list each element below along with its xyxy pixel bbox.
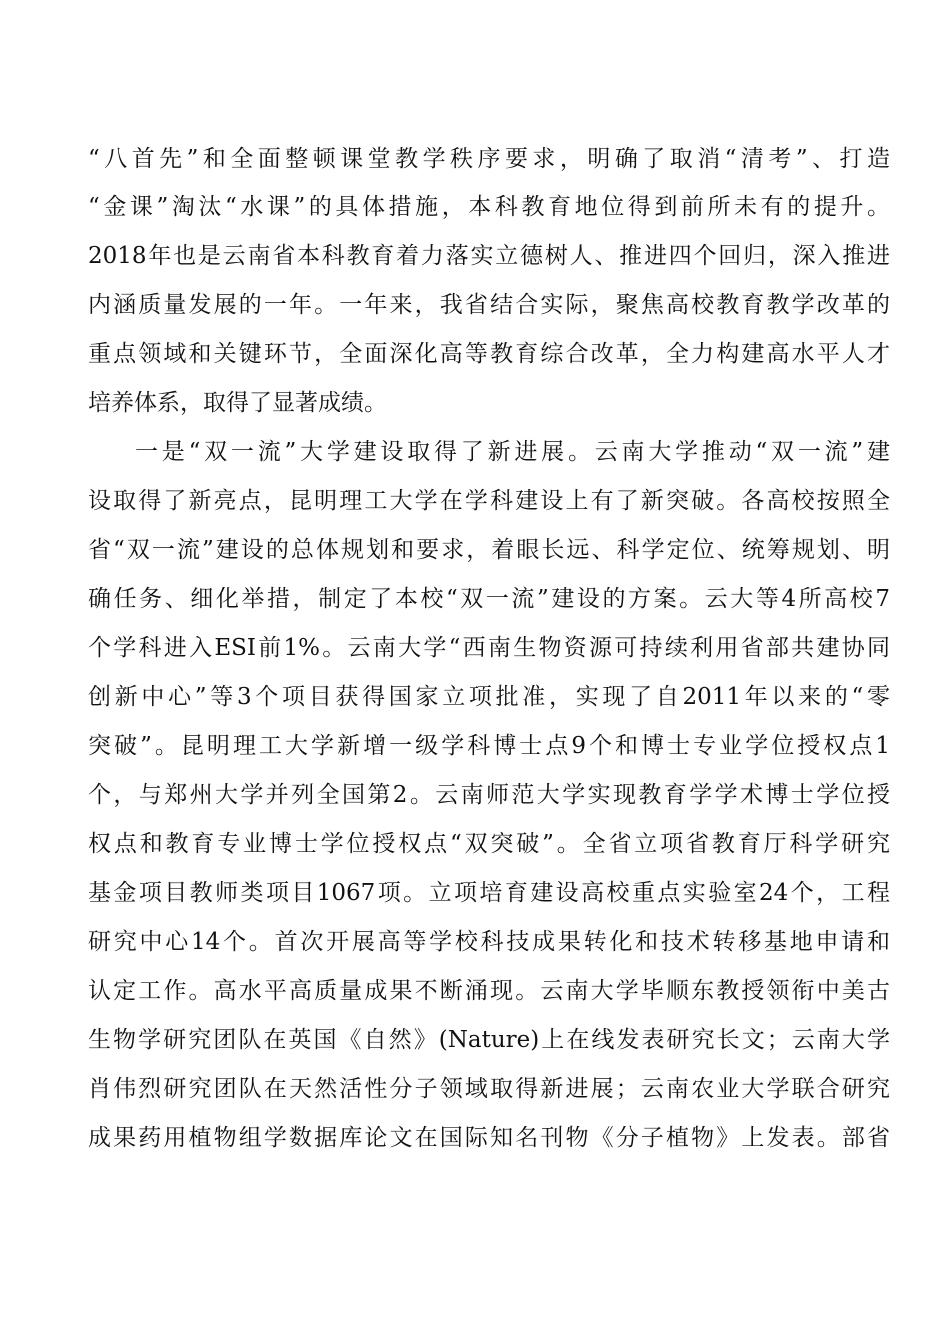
text-line: 省“双一流”建设的总体规划和要求，着眼长远、科学定位、统筹规划、明	[88, 537, 890, 563]
text-line: 2018年也是云南省本科教育着力落实立德树人、推进四个回归，深入推进	[88, 243, 890, 269]
text-line: 培养体系，取得了显著成绩。	[88, 390, 387, 416]
paragraph-first-line: 一是“双一流”大学建设取得了新进展。云南大学推动“双一流”建	[135, 439, 890, 465]
text-line: “金课”淘汰“水课”的具体措施，本科教育地位得到前所未有的提升。	[88, 194, 890, 220]
text-line: 研究中心14个。首次开展高等学校科技成果转化和技术转移基地申请和	[88, 929, 890, 955]
text-line: 创新中心”等3个项目获得国家立项批准，实现了自2011年以来的“零	[88, 684, 890, 710]
text-line: 内涵质量发展的一年。一年来，我省结合实际，聚焦高校教育教学改革的	[88, 292, 890, 318]
text-line: 个学科进入ESI前1%。云南大学“西南生物资源可持续利用省部共建协同	[88, 635, 890, 661]
text-line: 生物学研究团队在英国《自然》(Nature)上在线发表研究长文；云南大学	[88, 1027, 890, 1053]
text-line: 肖伟烈研究团队在天然活性分子领域取得新进展；云南农业大学联合研究	[88, 1076, 890, 1102]
text-line: 突破”。昆明理工大学新增一级学科博士点9个和博士专业学位授权点1	[88, 733, 890, 759]
text-line: 个，与郑州大学并列全国第2。云南师范大学实现教育学学术博士学位授	[88, 782, 890, 808]
text-line: 确任务、细化举措，制定了本校“双一流”建设的方案。云大等4所高校7	[88, 586, 890, 612]
text-line: 基金项目教师类项目1067项。立项培育建设高校重点实验室24个，工程	[88, 880, 890, 906]
text-line: 重点领域和关键环节，全面深化高等教育综合改革，全力构建高水平人才	[88, 341, 890, 367]
text-line: 成果药用植物组学数据库论文在国际知名刊物《分子植物》上发表。部省	[88, 1125, 890, 1151]
text-line: 设取得了新亮点，昆明理工大学在学科建设上有了新突破。各高校按照全	[88, 488, 890, 514]
text-line: 认定工作。高水平高质量成果不断涌现。云南大学毕顺东教授领衔中美古	[88, 978, 890, 1004]
text-line: 权点和教育专业博士学位授权点“双突破”。全省立项省教育厅科学研究	[88, 831, 890, 857]
text-line: “八首先”和全面整顿课堂教学秩序要求，明确了取消“清考”、打造	[88, 146, 890, 172]
